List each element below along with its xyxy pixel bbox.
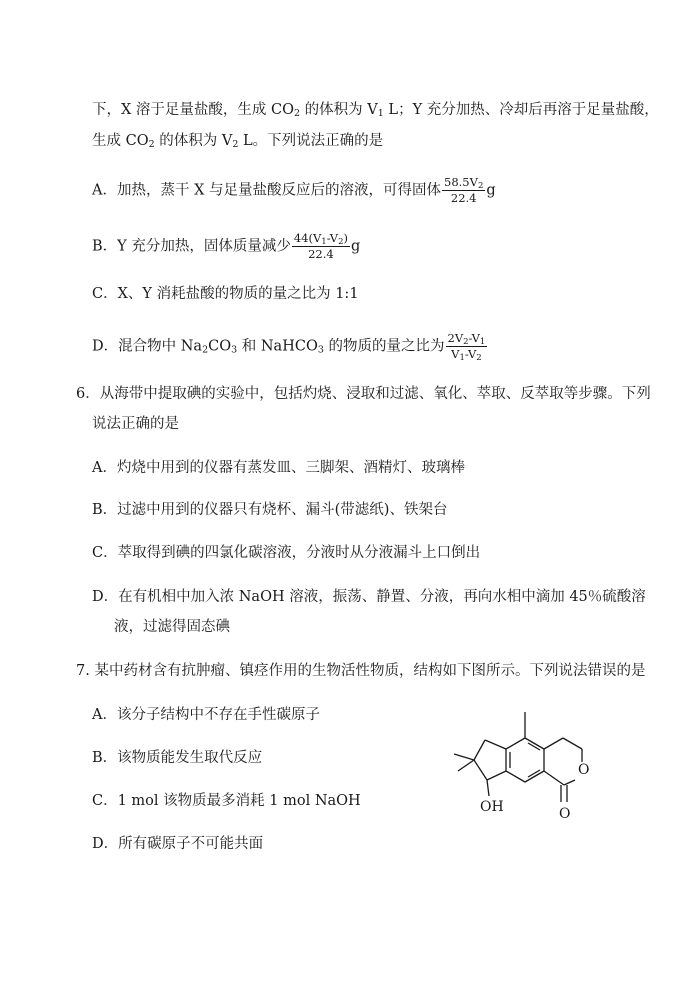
q6-stem-line-1: 6．从海带中提取碘的实验中，包括灼烧、浸取和过滤、氧化、萃取、反萃取等步骤。下列	[76, 386, 651, 402]
q6-option-a: A．灼烧中用到的仪器有蒸发皿、三脚架、酒精灯、玻璃棒	[92, 460, 465, 476]
methyl-bond	[458, 760, 474, 771]
q5-option-d: D．混合物中 $Na_2CO_3$ 和 NaHCO$_3$ 的物质的量之比为 $\frac{2V_2-V_1}{V_1-V_2}$	[92, 331, 486, 363]
ring-oxygen-label: O	[578, 762, 590, 778]
q7-option-c: C．1 mol 该物质最多消耗 1 mol NaOH	[92, 793, 361, 809]
q7-stem: 7. 某中药材含有抗肿瘤、镇痉作用的生物活性物质，结构如下图所示。下列说法错误的是	[76, 663, 646, 679]
q5-option-a	[92, 176, 496, 205]
ring-bond	[564, 780, 575, 785]
ring-bond	[487, 771, 506, 780]
subscript: 2	[232, 139, 239, 150]
fraction-denominator: 22.4	[450, 191, 477, 205]
ring-bond	[474, 760, 487, 780]
option-text: B．Y 充分加热，固体质量减少	[92, 238, 291, 255]
intro-text: 下，X 溶于足量盐酸，生成 CO	[92, 102, 295, 118]
fraction-numerator: $44(V_1-V_2)$	[293, 231, 348, 247]
fraction	[292, 232, 350, 261]
benzene-ring	[506, 738, 544, 782]
q5-option-b	[92, 232, 360, 261]
intro-line-1	[92, 100, 659, 120]
double-bond-line	[528, 743, 540, 750]
double-bond-line	[528, 770, 540, 777]
molecule-structure	[448, 700, 598, 825]
carbonyl-oxygen-label: O	[559, 806, 571, 822]
intro-text: 的体积为 V	[154, 133, 233, 149]
unit-text: g	[486, 182, 496, 199]
q6-option-b: B．过滤中用到的仪器只有烧杯、漏斗(带滤纸)、铁架台	[92, 502, 448, 518]
fraction-denominator: $V_1-V_2$	[451, 347, 482, 363]
ring-bond	[544, 771, 564, 785]
q7-option-a: A．该分子结构中不存在手性碳原子	[92, 707, 320, 723]
fraction	[442, 176, 485, 205]
ring-bond	[485, 740, 506, 749]
q7-option-b: B．该物质能发生取代反应	[92, 750, 263, 766]
subscript: 2	[294, 108, 301, 119]
intro-text: L；Y 充分加热、冷却后再溶于足量盐酸，	[383, 102, 659, 118]
hydroxyl-bond	[487, 780, 489, 796]
subscript: 1	[377, 108, 384, 119]
subscript: 2	[148, 139, 155, 150]
methyl-bond	[454, 754, 474, 760]
option-text: D．混合物中 Na	[92, 338, 203, 355]
q6-option-d-line-1: D．在有机相中加入浓 NaOH 溶液，振荡、静置、分液，再向水相中滴加 45％硫酸溶	[92, 589, 646, 605]
fraction	[446, 332, 488, 361]
fraction-numerator: $58.5V_2$	[444, 175, 484, 191]
fraction-denominator: 22.4	[308, 247, 334, 261]
option-text: A．加热，蒸干 X 与足量盐酸反应后的溶液，可得固体	[92, 182, 442, 199]
ring-bond	[544, 738, 563, 749]
q7-option-d: D．所有碳原子不可能共面	[92, 836, 264, 852]
fraction-numerator: $2V_2-V_1$	[447, 331, 486, 347]
ring-bond	[474, 740, 485, 760]
intro-line-2	[92, 131, 383, 151]
q6-stem-line-2: 说法正确的是	[92, 416, 179, 432]
q6-option-d-line-2: 液，过滤得固态碘	[114, 619, 230, 635]
intro-text: 生成 CO	[92, 133, 149, 149]
q5-option-c: C．X、Y 消耗盐酸的物质的量之比为 1:1	[92, 286, 359, 302]
hydroxyl-label: OH	[480, 799, 504, 815]
q6-option-c: C．萃取得到碘的四氯化碳溶液，分液时从分液漏斗上口倒出	[92, 545, 481, 561]
intro-text: L。下列说法正确的是	[238, 133, 384, 149]
intro-text: 的体积为 V	[300, 102, 378, 118]
unit-text: g	[350, 238, 361, 255]
ring-bond	[563, 738, 582, 749]
